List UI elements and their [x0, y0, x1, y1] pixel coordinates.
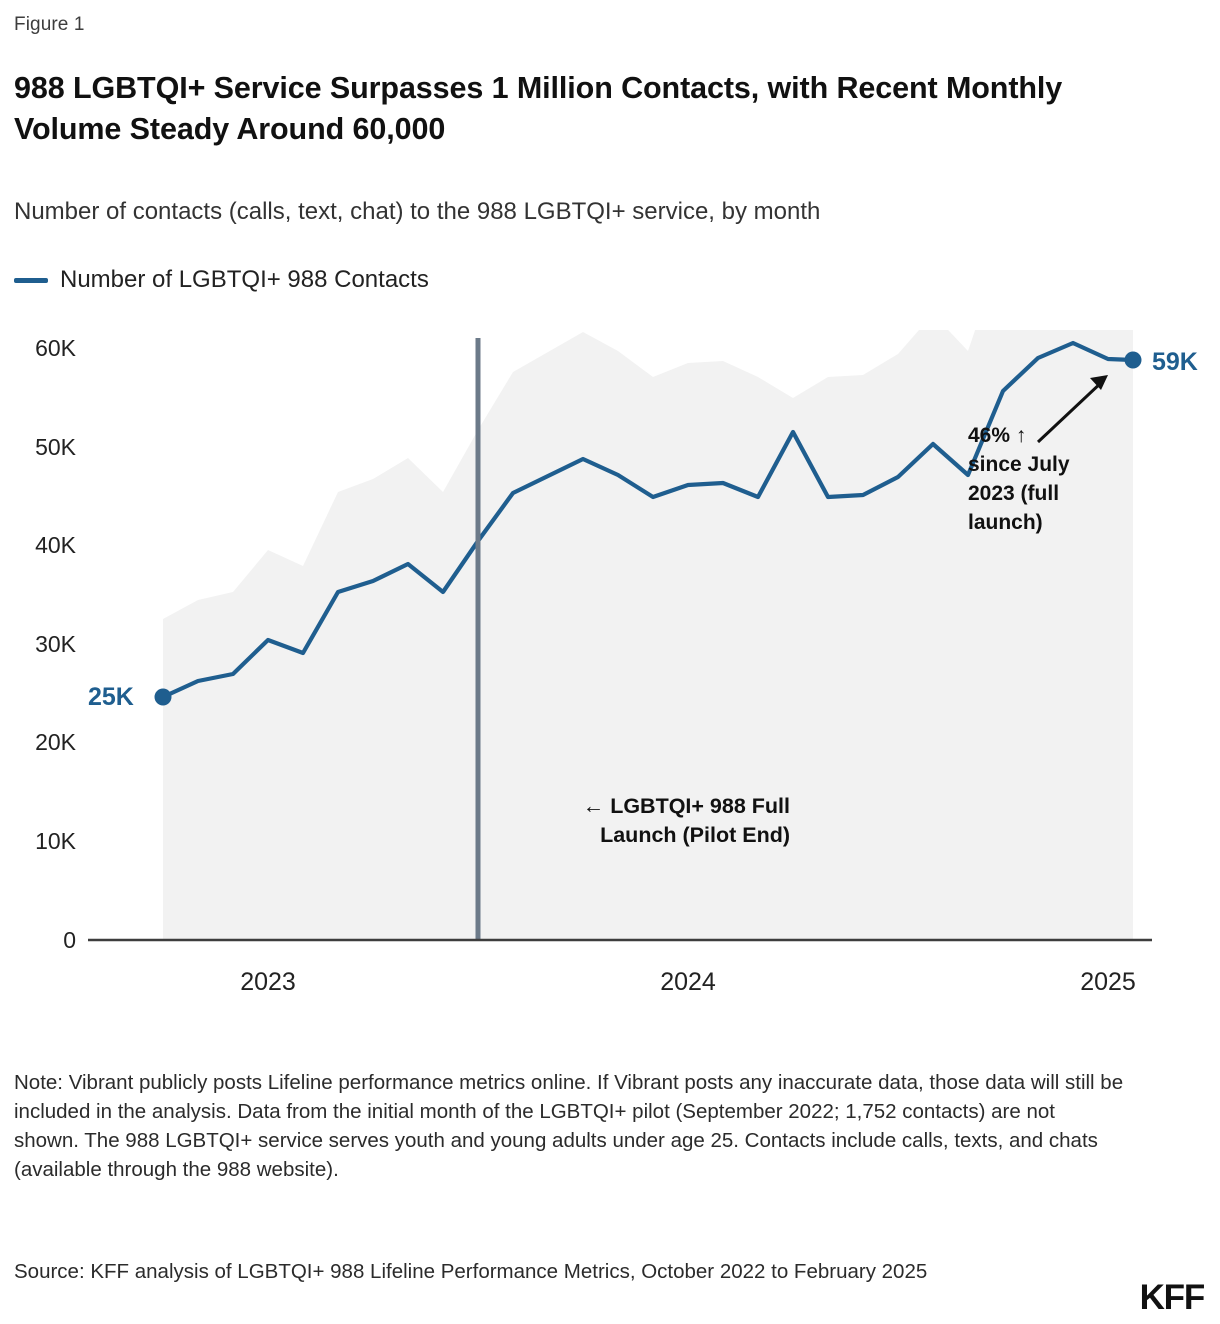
x-tick-label-2025: 2025	[1080, 968, 1136, 990]
y-tick-label-30k: 30K	[35, 631, 76, 657]
growth-annotation-line-1: 46% ↑	[968, 424, 1027, 447]
line-chart-svg	[0, 330, 1220, 990]
y-tick-label-10k: 10K	[35, 828, 76, 854]
y-tick-label-0: 0	[63, 927, 76, 953]
y-tick-label-20k: 20K	[35, 729, 76, 755]
kff-logo: KFF	[1139, 1278, 1204, 1317]
page-title: 988 LGBTQI+ Service Surpasses 1 Million Contacts, with Recent Monthly Volume Steady Around 60,000	[14, 71, 1063, 146]
growth-annotation-line-2: since July	[968, 453, 1070, 476]
launch-annotation-line-1: ← LGBTQI+ 988 Full	[582, 794, 790, 818]
end-point-label: 59K	[1152, 348, 1198, 376]
legend-line-swatch	[14, 278, 48, 283]
y-tick-label-60k: 60K	[35, 335, 76, 361]
y-tick-label-40k: 40K	[35, 532, 76, 558]
end-point-marker	[1125, 352, 1142, 369]
start-point-label: 25K	[88, 683, 134, 711]
x-tick-label-2023: 2023	[240, 968, 296, 990]
chart-plot-area	[0, 330, 1220, 990]
y-tick-label-50k: 50K	[35, 434, 76, 460]
x-tick-label-2024: 2024	[660, 968, 716, 990]
growth-annotation-line-4: launch)	[968, 511, 1043, 534]
legend-label: Number of LGBTQI+ 988 Contacts	[60, 266, 429, 293]
chart-subtitle: Number of contacts (calls, text, chat) to the 988 LGBTQI+ service, by month	[14, 198, 821, 225]
growth-annotation-line-3: 2023 (full	[968, 482, 1060, 505]
chart-source: Source: KFF analysis of LGBTQI+ 988 Lifeline Performance Metrics, October 2022 to February 2025	[14, 1260, 928, 1283]
start-point-marker	[155, 689, 172, 706]
figure-label: Figure 1	[14, 14, 85, 35]
launch-annotation-line-2: Launch (Pilot End)	[600, 823, 790, 847]
chart-legend	[14, 266, 429, 294]
chart-note: Note: Vibrant publicly posts Lifeline performance metrics online. If Vibrant posts any inaccurate data, those data will still be included in the analysis. Data from the initial month of the LGBTQI+ pilot (September 2022; 1,752 contacts) are not shown. The 988 LGBTQI+ service serves youth and young adults under age 25. Contacts include calls, texts, and chats (available through the 988 website).	[14, 1071, 1124, 1182]
